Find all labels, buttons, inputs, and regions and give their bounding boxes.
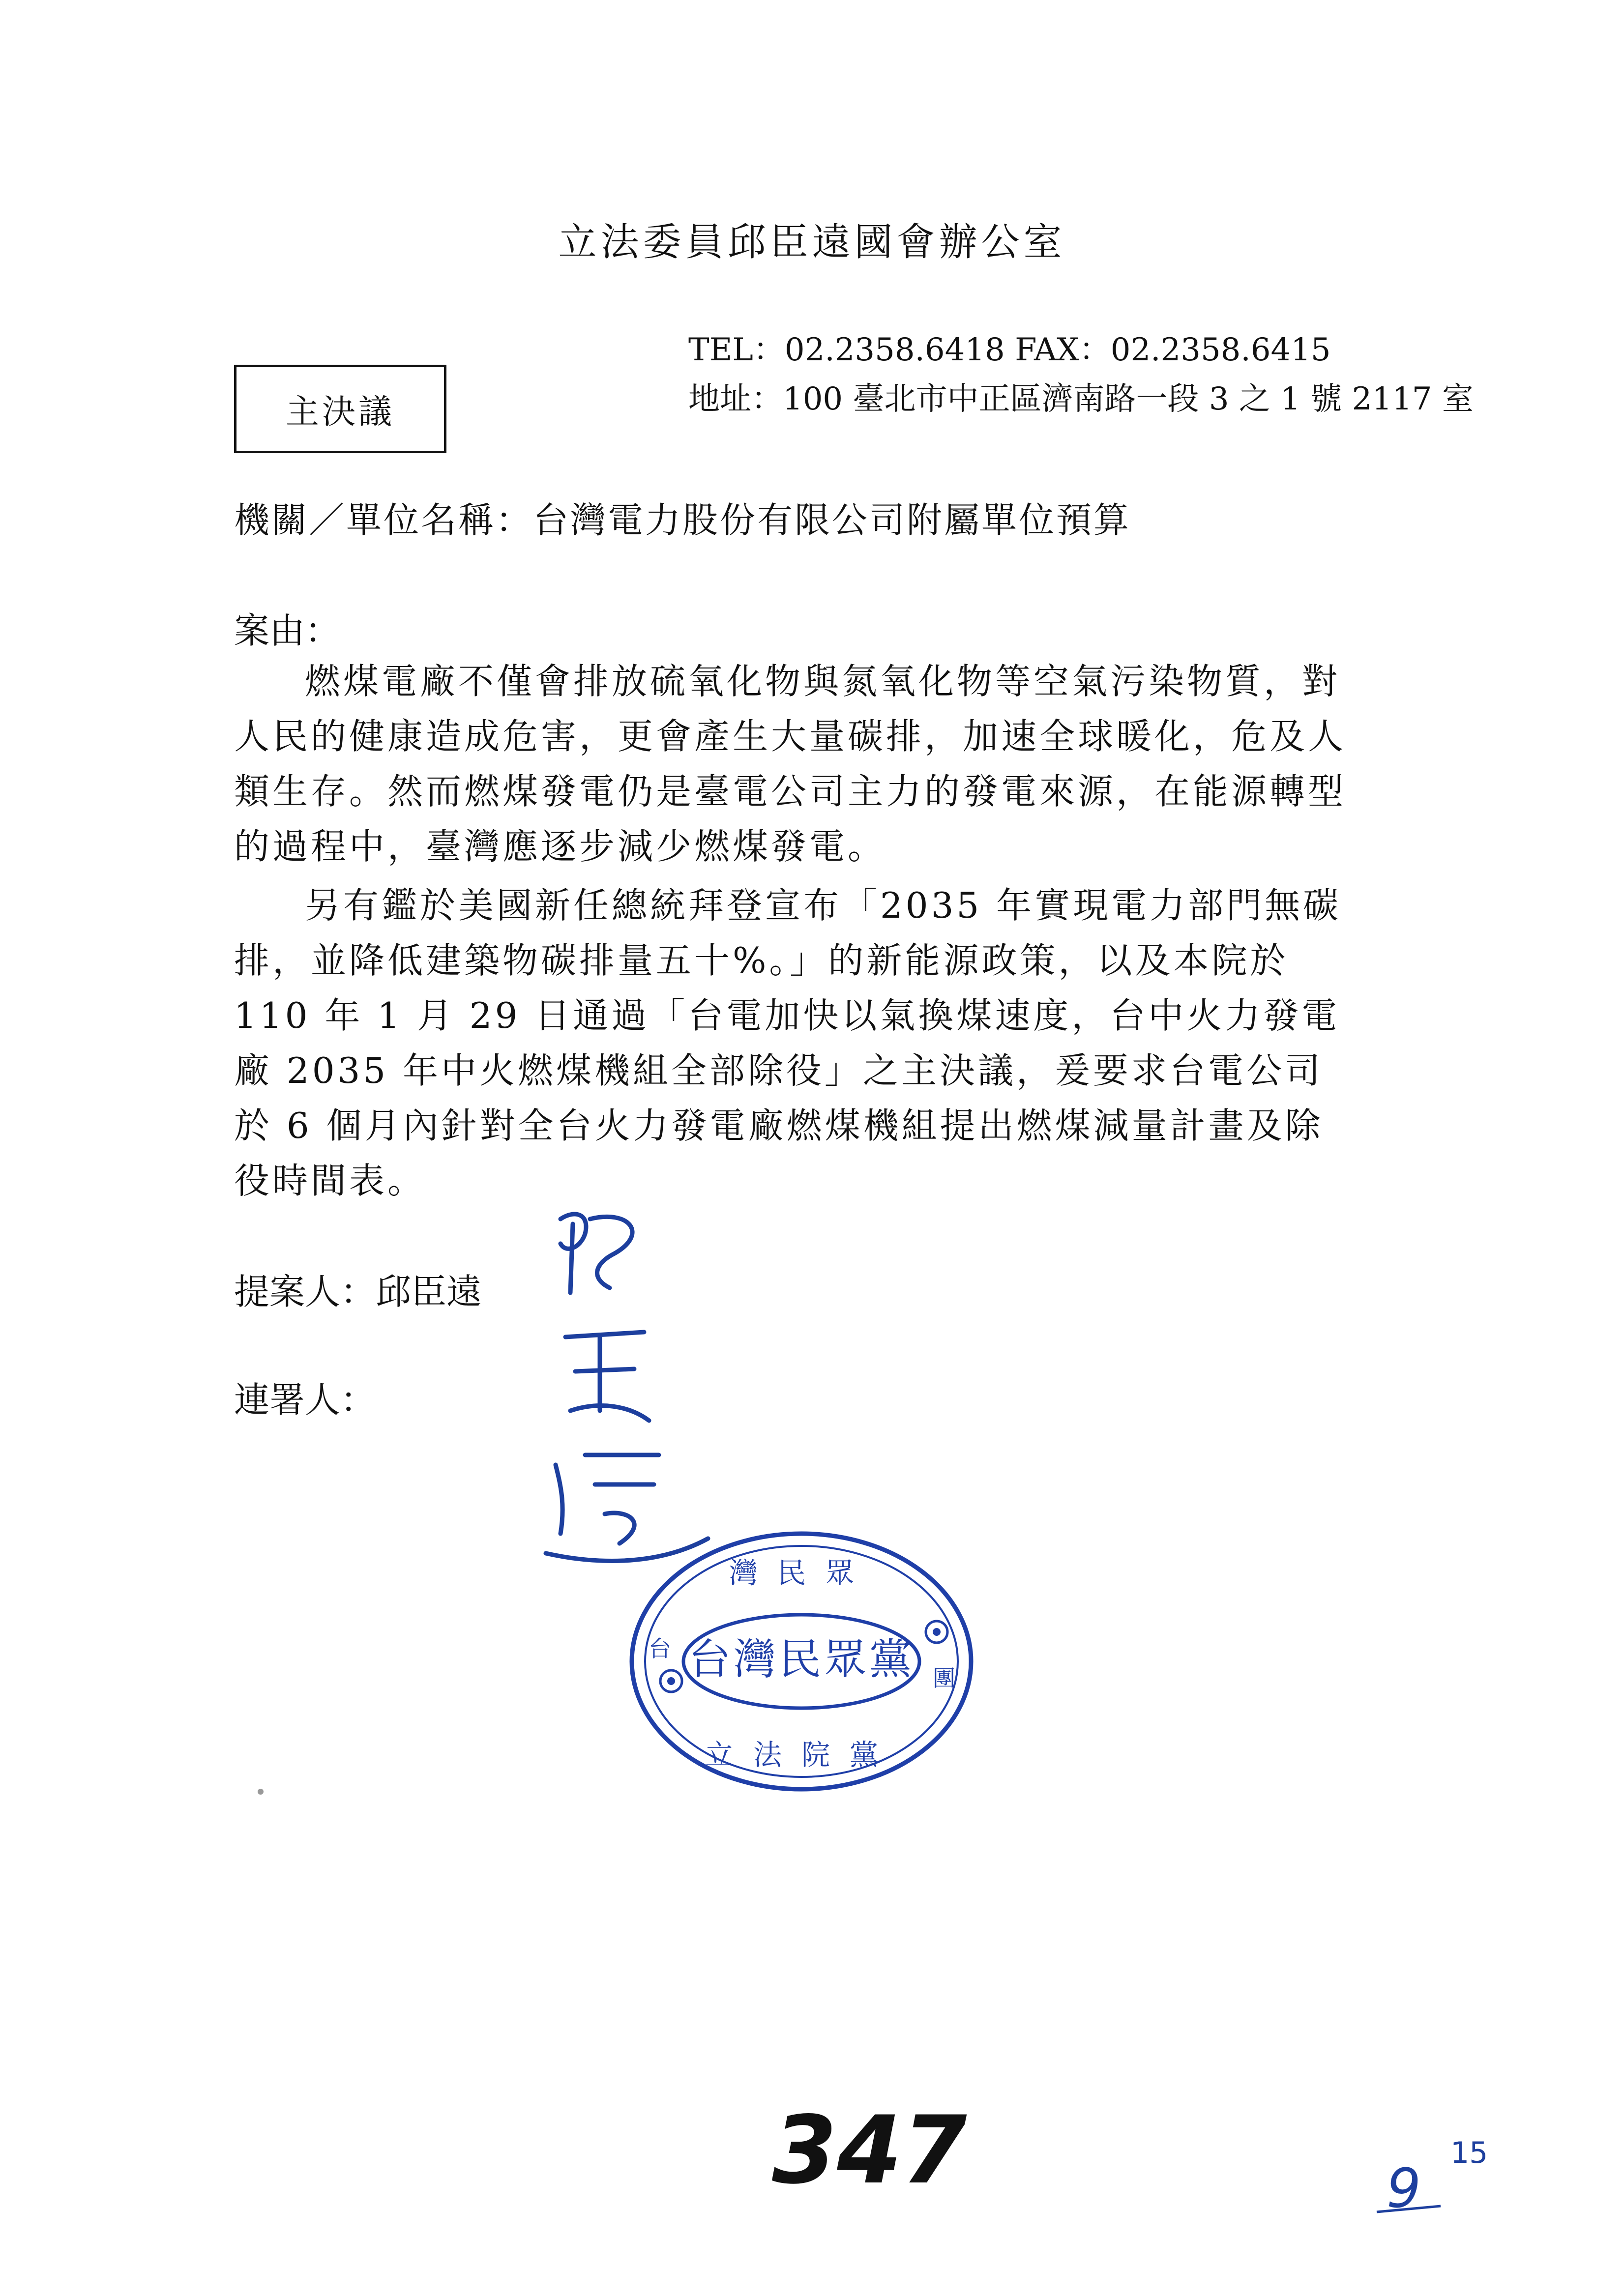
handwritten-corner-mark (1367, 2123, 1529, 2222)
cosigner-line: 連署人： (234, 1379, 376, 1421)
resolution-type-label: 主決議 (285, 392, 395, 432)
seal-right-char: 團 (933, 1665, 955, 1691)
reason-paragraph-1: 燃煤電廠不僅會排放硫氧化物與氮氧化物等空氣污染物質，對人民的健康造成危害，更會產生大量碳排，加速全球暖化，危及人類生存。然而燃煤發電仍是臺電公司主力的發電來源，在能源轉型的過程中，臺灣應逐步減少燃煤發電。 (234, 661, 1347, 867)
tel-fax-line: TEL：02.2358.6418 FAX：02.2358.6415 (688, 332, 1331, 368)
seal-right-emblem-icon (926, 1621, 947, 1643)
agency-line: 機關／單位名稱：台灣電力股份有限公司附屬單位預算 (234, 499, 1131, 541)
page-number-text: 347 (772, 2096, 967, 2205)
reason-paragraph-2: 另有鑑於美國新任總統拜登宣布「2035 年實現電力部門無碳排，並降低建築物碳排量五十%。」的新能源政策，以及本院於 110 年 1 月 29 日通過「台電加快以氣換煤速度，台中火力發電廠 2035 年中火燃煤機組全部除役」之主決議，爰要求台電公司於 6 個月內針對全台火力發電廠燃煤機組提出燃煤減量計畫及除役時間表。 (234, 885, 1342, 1201)
resolution-type-box (234, 365, 446, 453)
seal-left-char: 台 (649, 1635, 671, 1662)
seal-left-emblem-icon (660, 1670, 682, 1692)
proposer-line: 提案人：邱臣遠 (234, 1271, 482, 1312)
scan-speck (253, 1784, 268, 1799)
seal-center-text: 台灣民眾黨 (688, 1635, 915, 1684)
reason-label: 案由： (234, 610, 341, 651)
seal-top-text: 灣民眾 (729, 1556, 874, 1590)
address-line: 地址：100 臺北市中正區濟南路一段 3 之 1 號 2117 室 (688, 381, 1474, 417)
corner-number-sup: 15 (1450, 2136, 1488, 2170)
handwritten-page-number (767, 2089, 974, 2217)
office-title: 立法委員邱臣遠國會辦公室 (558, 220, 1066, 264)
party-seal (624, 1524, 978, 1799)
reason-body (234, 654, 1355, 1212)
seal-bottom-text: 立法院黨 (705, 1738, 898, 1772)
corner-number-main: 9 (1387, 2157, 1421, 2220)
